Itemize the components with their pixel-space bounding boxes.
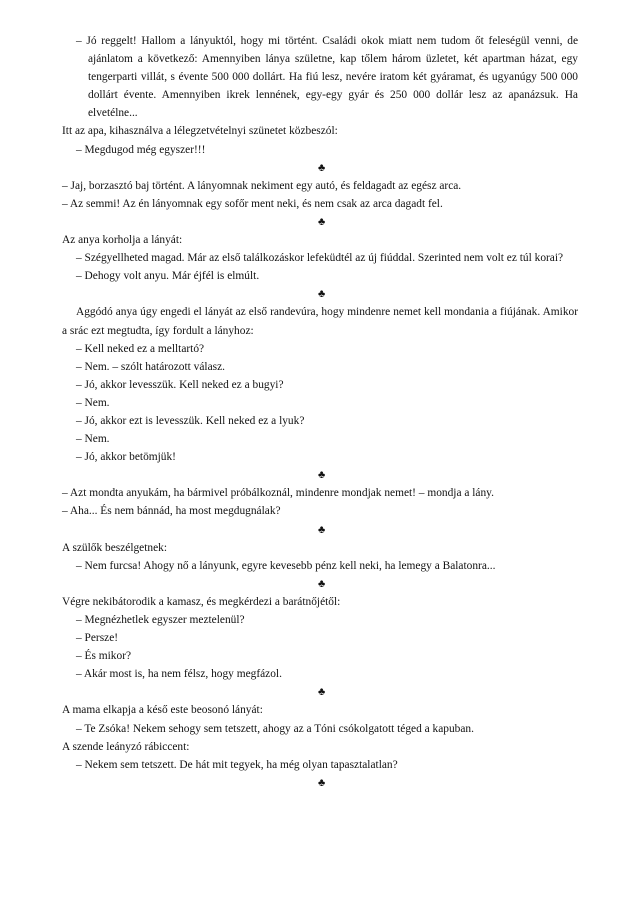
text-line: – Dehogy volt anyu. Már éjfél is elmúlt.: [76, 270, 260, 283]
text-line: A mama elkapja a késő este beosonó lányát:: [62, 704, 263, 717]
club-separator-icon: ♣: [318, 776, 326, 789]
club-separator-icon: ♣: [318, 523, 326, 536]
text-line: – Jó, akkor betömjük!: [76, 451, 176, 464]
text-line: – Jó, akkor levesszük. Kell neked ez a bugyi?: [76, 378, 284, 391]
text-line: – Megdugod még egyszer!!!: [76, 143, 206, 156]
text-line: Az anya korholja a lányát:: [62, 234, 183, 247]
text-line: – Kell neked ez a melltartó?: [76, 342, 205, 355]
text-line: – Nem furcsa! Ahogy nő a lányunk, egyre kevesebb pénz kell neki, ha lemegy a Balatonra...: [76, 559, 496, 572]
text-line: – Szégyellheted magad. Már az első találkozáskor lefeküdtél az új fiúddal. Szerinted nem volt ez túl korai?: [76, 252, 564, 265]
club-separator-icon: ♣: [318, 288, 326, 301]
text-line: – És mikor?: [76, 650, 132, 663]
text-line: – Persze!: [76, 632, 119, 645]
text-line: – Megnézhetlek egyszer meztelenül?: [76, 614, 245, 626]
club-separator-icon: ♣: [318, 686, 326, 699]
text-line: – Jó reggelt! Hallom a lányuktól, hogy mi történt. Családi okok miatt nem tudom őt feleségül venni, de ajánlatom a következő: Amennyiben lánya születne, kap tőlem három üzletet, két apartman házat, egy tengerparti villát, s évente 500 000 dollárt. Ha fiú lesz, nevére iratom két gyáramat, és ugyanúgy 500 000 dollárt évente. Amennyiben ikrek lennének, egy-egy gyár és 250 000 dollár lesz az apanázsuk. Ha elvetélne...: [76, 35, 578, 120]
club-separator-icon: ♣: [318, 469, 326, 482]
text-line: – Jaj, borzasztó baj történt. A lányomnak nekiment egy autó, és feldagadt az egész arca.: [62, 179, 462, 192]
text-paragraph: Aggódó anya úgy engedi el lányát az első randevúra, hogy mindenre nemet kell mondania a fiújának. Amikor a srác ezt megtudta, így fordult a lányhoz:: [62, 306, 578, 337]
text-line: – Az semmi! Az én lányomnak egy sofőr ment neki, és nem csak az arca dagadt fel.: [62, 197, 443, 210]
club-separator-icon: ♣: [318, 215, 326, 228]
text-line: Végre nekibátorodik a kamasz, és megkérdezi a barátnőjétől:: [62, 595, 341, 608]
club-separator-icon: ♣: [318, 161, 326, 174]
text-line: A szülők beszélgetnek:: [62, 541, 168, 554]
text-line: Itt az apa, kihasználva a lélegzetvételnyi szünetet közbeszól:: [62, 125, 338, 138]
club-separator-icon: ♣: [318, 577, 326, 590]
text-line: – Te Zsóka! Nekem sehogy sem tetszett, ahogy az a Tóni csókolgatott téged a kapuban.: [76, 722, 474, 735]
text-line: – Aha... És nem bánnád, ha most megdugnálak?: [62, 505, 281, 518]
text-line: – Jó, akkor ezt is levesszük. Kell neked ez a lyuk?: [76, 414, 305, 427]
text-line: – Nem. – szólt határozott válasz.: [76, 360, 225, 373]
text-line: A szende leányzó rábiccent:: [62, 740, 190, 753]
text-line: – Akár most is, ha nem félsz, hogy megfázol.: [76, 668, 282, 681]
text-line: – Nem.: [76, 433, 110, 446]
text-line: – Azt mondta anyukám, ha bármivel próbálkoznál, mindenre mondjak nemet! – mondja a lány.: [62, 487, 494, 500]
text-line: – Nekem sem tetszett. De hát mit tegyek, ha még olyan tapasztalatlan?: [76, 758, 398, 771]
text-line: – Nem.: [76, 396, 110, 409]
document-page: [62, 32, 578, 792]
